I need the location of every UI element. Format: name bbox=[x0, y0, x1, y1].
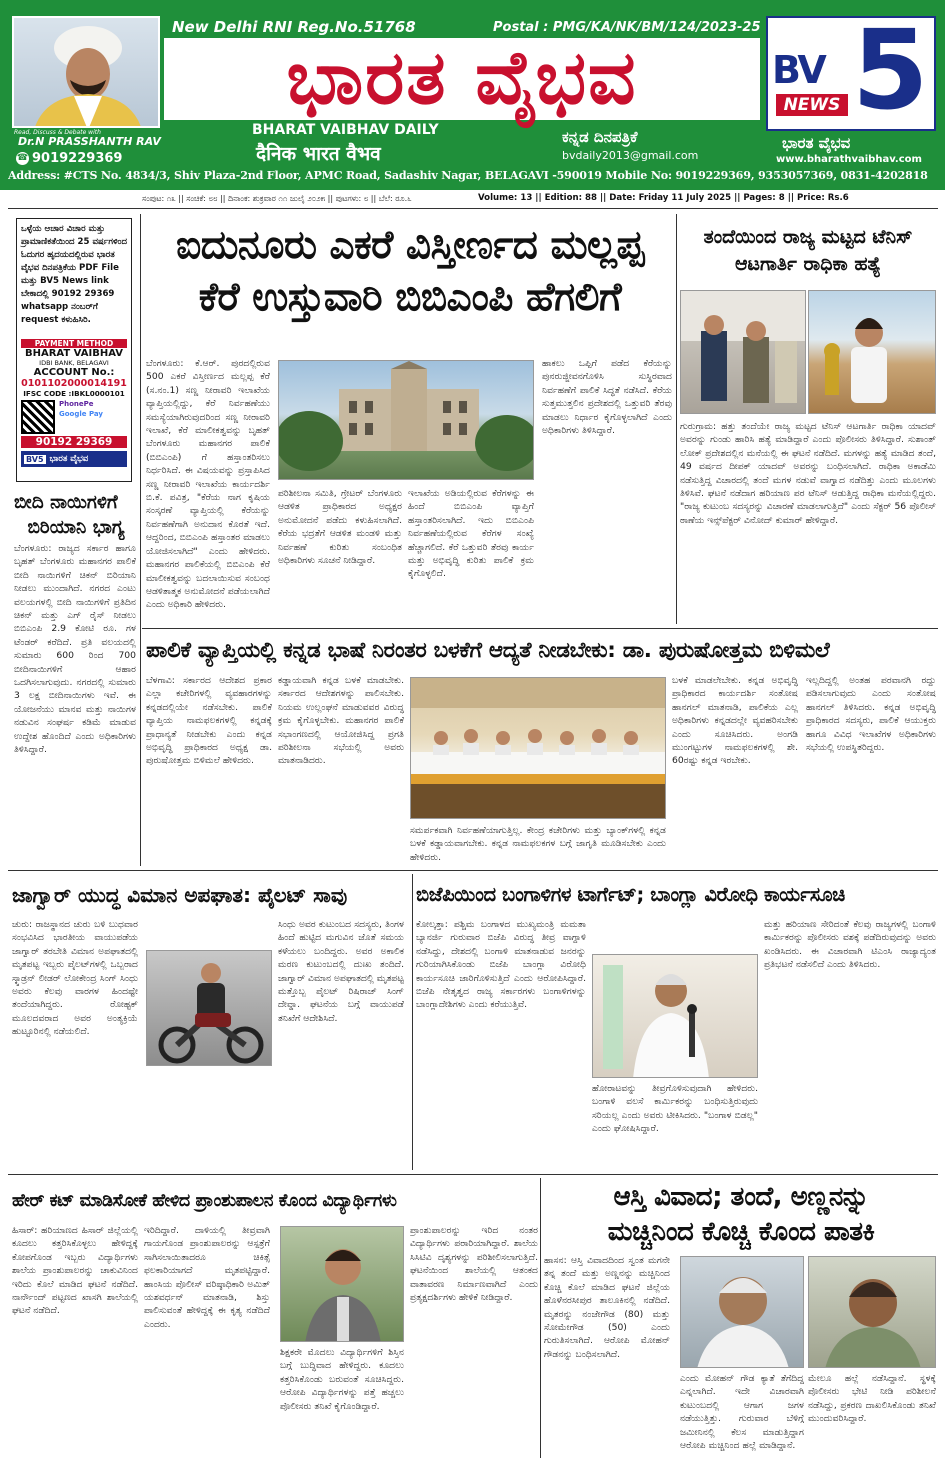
promo-text: ಒಳ್ಳೆಯ ಆಚಾರ ವಿಚಾರ ಮತ್ತು ಪ್ರಾಮಾಣಿಕತೆಯಿಂದ 25 ವರ್ಷಗಳಿಂದ ಓದುಗರ ಹೃದಯದಲ್ಲಿರುವ ಭಾರತ ವೈಭವ ದಿನಪತ್ರಿಕೆಯ PDF File ಮತ್ತು BV5 News link ಬೇಕಾದಲ್ಲಿ 90192 29369 whatsapp ನಂಬರ್‌ಗೆ request ಕಳುಹಿಸಿರಿ. bbox=[21, 224, 128, 325]
ifsc-code: IFSC CODE :IBKL0000101 bbox=[23, 389, 125, 398]
pilot-photo bbox=[146, 950, 272, 1066]
website-address: www.bharathvaibhav.com bbox=[776, 154, 922, 165]
sidebar-promo bbox=[16, 218, 132, 482]
bjp-body-col3: ಮತ್ತು ಹರಿಯಾಣ ಸೇರಿದಂತೆ ಕೆಲವು ರಾಜ್ಯಗಳಲ್ಲಿ ಬಂಗಾಳಿ ಕಾರ್ಮಿಕರನ್ನು ಪೊಲೀಸರು ವಶಕ್ಕೆ ಪಡೆದಿರುವುದನ್ನು ಅವರು ಖಂಡಿಸಿದರು. ಈ ವಿಚಾರವಾಗಿ ಟಿಎಂಸಿ ರಾಜ್ಯಾದ್ಯಂತ ಪ್ರತಿಭಟನೆ ನಡೆಸಲಿದೆ ಎಂದು ತಿಳಿಸಿದರು. bbox=[764, 919, 936, 971]
editor-name: Dr.N PRASSHANTH RAV bbox=[18, 135, 161, 148]
phonepe-icon: PhonePe bbox=[59, 400, 94, 408]
kannada-headline: ಪಾಲಿಕೆ ವ್ಯಾಪ್ತಿಯಲ್ಲಿ ಕನ್ನಡ ಭಾಷೆ ನಿರಂತರ ಬಳಕೆಗೆ ಆದ್ಯತೆ ನೀಡಬೇಕು: ಡಾ. ಪುರುಷೋತ್ತಮ ಬಿಳಿಮಲೆ bbox=[146, 638, 830, 663]
divider bbox=[142, 628, 938, 629]
date-line-english: Volume: 13 || Edition: 88 || Date: Friday 11 July 2025 || Pages: 8 || Price: Rs.6 bbox=[478, 193, 849, 203]
editor-phone: ☎ 9019229369 bbox=[16, 150, 123, 166]
bv5-kannada-label: ಭಾರತ ವೈಭವ bbox=[782, 134, 851, 152]
bv5-logo-number: 5 bbox=[852, 16, 929, 131]
kannada-daily-label: ಕನ್ನಡ ದಿನಪತ್ರಿಕೆ bbox=[562, 128, 638, 146]
gpay-icon: Google Pay bbox=[59, 410, 103, 418]
haircut-body-col2: ಇರಿದಿದ್ದಾರೆ. ದಾಳಿಯಲ್ಲಿ ತೀವ್ರವಾಗಿ ಗಾಯಗೊಂಡ ಪ್ರಾಂಶುಪಾಲರನ್ನು ಆಸ್ಪತ್ರೆಗೆ ಸಾಗಿಸಲಾಯಿತಾದರೂ ಚಿಕಿತ್ಸೆ ಫಲಕಾರಿಯಾಗದೆ ಮೃತಪಟ್ಟಿದ್ದಾರೆ. ಹಾಂಸಿಯ ಪೊಲೀಸ್ ವರಿಷ್ಠಾಧಿಕಾರಿ ಅಮಿತ್ ಯಶವರ್ಧನ್ ಮಾತನಾಡಿ, ಶಿಸ್ತು ಪಾಲಿಸುವಂತೆ ಹೇಳಿದ್ದಕ್ಕೆ ಈ ಕೃತ್ಯ ನಡೆದಿದೆ ಎಂದರು. bbox=[144, 1225, 270, 1330]
dogs-headline: ಬೀದಿ ನಾಯಿಗಳಿಗೆ ಬಿರಿಯಾನಿ ಭಾಗ್ಯ bbox=[14, 492, 125, 538]
lake-body-col4: ಹಾಕಲು ಒಪ್ಪಿಗೆ ಪಡೆದ ಕೆರೆಯನ್ನು ಪುನರುಜ್ಜೀವನಗೊಳಿಸಿ ಸುಸ್ಥಿರವಾದ ನಿರ್ವಹಣೆಗೆ ಪಾಲಿಕೆ ಸಿದ್ಧತೆ ನಡೆಸಿದೆ. ಕೆರೆಯ ಸುತ್ತಮುತ್ತಲಿನ ಪ್ರದೇಶದಲ್ಲಿ ಒತ್ತುವರಿ ತೆರವು ಮಾಡಲು ನಿರ್ಧಾರ ಕೈಗೊಳ್ಳಲಾಗಿದೆ ಎಂದು ಅಧಿಕಾರಿಗಳು ತಿಳಿಸಿದ್ದಾರೆ. bbox=[542, 358, 672, 437]
haircut-body-col3: ಶಿಕ್ಷಕರೇ ಮೊದಲು ವಿದ್ಯಾರ್ಥಿಗಳಿಗೆ ಶಿಸ್ತಿನ ಬಗ್ಗೆ ಬುದ್ಧಿವಾದ ಹೇಳಿದ್ದರು. ಕೂದಲು ಕತ್ತರಿಸಿಕೊಂಡು ಬರುವಂತೆ ಸೂಚಿಸಿದ್ದರು. ಆರೋಪಿ ವಿದ್ಯಾರ್ಥಿಗಳನ್ನು ಪತ್ತೆ ಹಚ್ಚಲು ಪೊಲೀಸರು ತನಿಖೆ ಕೈಗೊಂಡಿದ್ದಾರೆ. bbox=[280, 1347, 404, 1412]
haircut-body-col1: ಹಿಸಾರ್: ಹರಿಯಾಣದ ಹಿಸಾರ್ ಜಿಲ್ಲೆಯಲ್ಲಿ ಕೂದಲು ಕತ್ತರಿಸಿಕೊಳ್ಳಲು ಹೇಳಿದ್ದಕ್ಕೆ ಕೋಪಗೊಂಡ ಇಬ್ಬರು ವಿದ್ಯಾರ್ಥಿಗಳು ಶಾಲೆಯ ಪ್ರಾಂಶುಪಾಲರನ್ನು ಚಾಕುವಿನಿಂದ ಇರಿದು ಕೊಲೆ ಮಾಡಿದ ಘಟನೆ ನಡೆದಿದೆ. ನಾರ್ನೌಂದ್ ಪಟ್ಟಣದ ಖಾಸಗಿ ಶಾಲೆಯಲ್ಲಿ ಘಟನೆ ನಡೆದಿದೆ. bbox=[12, 1225, 138, 1317]
lake-headline: ಐದುನೂರು ಎಕರೆ ವಿಸ್ತೀರ್ಣದ ಮಲ್ಲಪ್ಪ ಕೆರೆ ಉಸ್ತುವಾರಿ ಬಿಬಿಎಂಪಿ ಹೆಗಲಿಗೆ bbox=[176, 223, 644, 320]
payment-method-title: PAYMENT METHOD bbox=[21, 339, 127, 348]
divider bbox=[540, 1178, 541, 1458]
divider bbox=[412, 874, 413, 1170]
bjp-body-col2: ಹೋರಾಟವನ್ನು ತೀವ್ರಗೊಳಿಸುವುದಾಗಿ ಹೇಳಿದರು. ಬಂಗಾಳಿ ವಲಸೆ ಕಾರ್ಮಿಕರನ್ನು ಬಂಧಿಸುತ್ತಿರುವುದು ಸರಿಯಲ್ಲ ಎಂದು ಅವರು ಟೀಕಿಸಿದರು. "ಬಂಗಾಳ ಬಿಡಲ್ಲ" ಎಂದು ಘೋಷಿಸಿದ್ದಾರೆ. bbox=[592, 1083, 758, 1135]
bank-name: IDBI BANK, BELAGAVI bbox=[39, 359, 109, 367]
postal-number: Postal : PMG/KA/NK/BM/124/2023-25 bbox=[493, 20, 761, 35]
hindi-title: दैनिक भारत वैभव bbox=[256, 143, 381, 165]
haircut-headline: ಹೇರ್ ಕಟ್ ಮಾಡಿಸೋಕೆ ಹೇಳಿದ ಪ್ರಾಂಶುಪಾಲನ ಕೊಂದ ವಿದ್ಯಾರ್ಥಿಗಳು bbox=[12, 1191, 397, 1211]
tennis-photo-radhika bbox=[808, 290, 936, 414]
jaguar-body-col1: ಚುರು: ರಾಜಸ್ಥಾನದ ಚುರು ಬಳಿ ಬುಧವಾರ ಸಂಭವಿಸಿದ ಭಾರತೀಯ ವಾಯುಪಡೆಯ ಜಾಗ್ವಾರ್ ತರಬೇತಿ ವಿಮಾನ ಅಪಘಾತದಲ್ಲಿ ಮೃತಪಟ್ಟ ಇಬ್ಬರು ಪೈಲಟ್‌ಗಳಲ್ಲಿ ಒಬ್ಬರಾದ ಸ್ಕ್ವಾಡ್ರನ್ ಲೀಡರ್ ಲೋಕೇಂದ್ರ ಸಿಂಗ್ ಸಿಂಧು ಅವರು ಕೆಲವು ವಾರಗಳ ಹಿಂದಷ್ಟೇ ತಂದೆಯಾಗಿದ್ದರು. ರೋಹ್ಟಕ್ ಮೂಲದವರಾದ ಅವರ ಅಂತ್ಯಕ್ರಿಯೆ ಹುಟ್ಟೂರಿನಲ್ಲಿ ನಡೆಯಲಿದೆ. bbox=[12, 919, 138, 1038]
date-line-kannada: ಸಂಪುಟ: ೧೩ || ಸಂಚಿಕೆ: ೮೮ || ದಿನಾಂಕ: ಶುಕ್ರವಾರ ೧೧ ಜುಲೈ ೨೦೨೫ || ಪುಟಗಳು: ೮ || ಬೆಲೆ: ರೂ.೬ bbox=[142, 194, 412, 203]
address-bar: Address: #CTS No. 4834/3, Shiv Plaza-2nd Floor, APMC Road, Sadashiv Nagar, BELAGAVI -590019 Mobile No: 9019229369, 9353057369, 0831-4202818 bbox=[8, 169, 928, 182]
father-photo bbox=[680, 1256, 804, 1368]
bv5-logo-news: NEWS bbox=[776, 94, 848, 116]
kannada-body-col4: ಬಳಕೆ ಮಾಡಲೇಬೇಕು. ಕನ್ನಡ ಅಭಿವೃದ್ಧಿ ಪ್ರಾಧಿಕಾರದ ಕಾರ್ಯದರ್ಶಿ ಸಂತೋಷ ಹಾನಗಲ್ ಮಾತನಾಡಿ, ಪಾಲಿಕೆಯ ಎಲ್ಲ ಅಧಿಕಾರಿಗಳು ಕನ್ನಡದಲ್ಲೇ ವ್ಯವಹರಿಸಬೇಕು ಎಂದು ಸೂಚಿಸಿದರು. ಅಂಗಡಿ ಮುಂಗಟ್ಟುಗಳ ನಾಮಫಲಕಗಳಲ್ಲಿ ಶೇ. 60ರಷ್ಟು ಕನ್ನಡ ಇರಬೇಕು. bbox=[672, 675, 798, 767]
kannada-body-col1: ಬೆಳಗಾವಿ: ಸರ್ಕಾರದ ಆದೇಶದ ಪ್ರಕಾರ ಎಲ್ಲಾ ಕಚೇರಿಗಳಲ್ಲಿ ವ್ಯವಹಾರಗಳನ್ನು ಕನ್ನಡದಲ್ಲಿಯೇ ನಡೆಸಬೇಕು. ಪಾಲಿಕೆ ವ್ಯಾಪ್ತಿಯ ನಾಮಫಲಕಗಳಲ್ಲಿ ಕನ್ನಡಕ್ಕೆ ಪ್ರಾಧಾನ್ಯತೆ ನೀಡಬೇಕು ಎಂದು ಕನ್ನಡ ಅಭಿವೃದ್ಧಿ ಪ್ರಾಧಿಕಾರದ ಅಧ್ಯಕ್ಷ ಡಾ. ಪುರುಷೋತ್ತಮ ಬಿಳಿಮಲೆ ಹೇಳಿದರು. bbox=[146, 675, 272, 767]
meeting-photo bbox=[410, 677, 666, 819]
mamata-photo bbox=[592, 954, 758, 1078]
tennis-body: ಗುರುಗ್ರಾಮ: ಹತ್ತು ತಂದೆಯೇ ರಾಜ್ಯ ಮಟ್ಟದ ಟೆನಿಸ್ ಆಟಗಾರ್ತಿ ರಾಧಿಕಾ ಯಾದವ್ ಅವರನ್ನು ಗುಂಡು ಹಾರಿಸಿ ಹತ್ಯೆ ಮಾಡಿದ್ದಾರೆ ಎಂದು ಪೊಲೀಸರು ತಿಳಿಸಿದ್ದಾರೆ. ಸುಶಾಂತ್ ಲೋಕ್ ಪ್ರದೇಶದಲ್ಲಿನ ಮನೆಯಲ್ಲಿ ಈ ಘಟನೆ ನಡೆದಿದೆ. ಮಗಳನ್ನು ಹತ್ಯೆ ಮಾಡಿದ ತಂದೆ, 49 ವರ್ಷದ ದೀಪಕ್ ಯಾದವ್ ಅವರನ್ನು ಬಂಧಿಸಲಾಗಿದೆ. ರಾಧಿಕಾ ಅಕಾಡೆಮಿ ನಡೆಸುತ್ತಿದ್ದ ವಿಚಾರದಲ್ಲಿ ತಂದೆ ಮಗಳ ನಡುವೆ ವಾಗ್ವಾದ ನಡೆದಿತ್ತು ಎಂದು ಮೂಲಗಳು ತಿಳಿಸಿವೆ. ಘಟನೆ ನಡೆದಾಗ ಹರಿಯಾಣ ಪರ ಟೆನಿಸ್ ಆಡುತ್ತಿದ್ದ ರಾಧಿಕಾ ಮನೆಯಲ್ಲಿದ್ದರು. "ರಾಜ್ಯ ಕುಟುಂಬ ಸದಸ್ಯರನ್ನು ವಿಚಾರಣೆ ಮಾಡಲಾಗುತ್ತಿದೆ" ಎಂದು ಸೆಕ್ಟರ್ 56 ಪೊಲೀಸ್ ಠಾಣೆಯ ಇನ್ಸ್‌ಪೆಕ್ಟರ್ ವಿನೋದ್ ಕುಮಾರ್ ಹೇಳಿದ್ದಾರೆ. bbox=[680, 421, 936, 526]
english-title: BHARAT VAIBHAV DAILY bbox=[252, 122, 439, 138]
kannada-body-col5: ಇಲ್ಲದಿದ್ದಲ್ಲಿ ಅಂತಹ ಪರವಾನಗಿ ರದ್ದು ಪಡಿಸಲಾಗುವುದು ಎಂದು ಸಂತೋಷ ಹಾನಗಲ್ ತಿಳಿಸಿದರು. ಕನ್ನಡ ಅಭಿವೃದ್ಧಿ ಪ್ರಾಧಿಕಾರದ ಸದಸ್ಯರು, ಪಾಲಿಕೆ ಆಯುಕ್ತರು ಹಾಗೂ ವಿವಿಧ ಇಲಾಖೆಗಳ ಅಧಿಕಾರಿಗಳು ಸಭೆಯಲ್ಲಿ ಉಪಸ್ಥಿತರಿದ್ದರು. bbox=[806, 675, 936, 754]
kannada-body-col3: ಸಮರ್ಪಕವಾಗಿ ನಿರ್ವಹಣೆಯಾಗುತ್ತಿಲ್ಲ. ಕೇಂದ್ರ ಕಚೇರಿಗಳು ಮತ್ತು ಬ್ಯಾಂಕ್‌ಗಳಲ್ಲಿ ಕನ್ನಡ ಬಳಕೆ ಕಡ್ಡಾಯವಾಗಬೇಕು. ಕನ್ನಡ ನಾಮಫಲಕಗಳ ಬಗ್ಗೆ ಜಾಗೃತಿ ಮೂಡಿಸಬೇಕು ಎಂದು ಹೇಳಿದರು. bbox=[410, 825, 666, 863]
rni-number: New Delhi RNI Reg.No.51768 bbox=[172, 18, 416, 36]
bjp-body-col1: ಕೋಲ್ಕತ್ತಾ: ಪಶ್ಚಿಮ ಬಂಗಾಳದ ಮುಖ್ಯಮಂತ್ರಿ ಮಮತಾ ಬ್ಯಾನರ್ಜಿ ಗುರುವಾರ ಬಿಜೆಪಿ ವಿರುದ್ಧ ತೀವ್ರ ವಾಗ್ದಾಳಿ ನಡೆಸಿದ್ದು, ದೇಶದಲ್ಲಿ ಬಂಗಾಳಿ ಮಾತನಾಡುವ ಜನರನ್ನು ಗುರಿಯಾಗಿಸಿಕೊಂಡು ಬಿಜೆಪಿ ಬಾಂಗ್ಲಾ ವಿರೋಧಿ ಕಾರ್ಯಸೂಚಿ ಜಾರಿಗೊಳಿಸುತ್ತಿದೆ ಎಂದು ಆರೋಪಿಸಿದ್ದಾರೆ. ಬಿಜೆಪಿ ನೇತೃತ್ವದ ರಾಜ್ಯ ಸರ್ಕಾರಗಳು ಬಂಗಾಳಿಗಳನ್ನು ಬಾಂಗ್ಲಾದೇಶಿಗಳು ಎಂದು ಕರೆಯುತ್ತಿವೆ. bbox=[416, 919, 586, 1011]
haircut-body-col4: ಪ್ರಾಂಶುಪಾಲರನ್ನು ಇರಿದ ನಂತರ ವಿದ್ಯಾರ್ಥಿಗಳು ಪರಾರಿಯಾಗಿದ್ದಾರೆ. ಶಾಲೆಯ ಸಿಸಿಟಿವಿ ದೃಶ್ಯಗಳನ್ನು ಪರಿಶೀಲಿಸಲಾಗುತ್ತಿದೆ. ಘಟನೆಯಿಂದ ಶಾಲೆಯಲ್ಲಿ ಆತಂಕದ ವಾತಾವರಣ ನಿರ್ಮಾಣವಾಗಿದೆ ಎಂದು ಪ್ರತ್ಯಕ್ಷದರ್ಶಿಗಳು ಹೇಳಿಕೆ ನೀಡಿದ್ದಾರೆ. bbox=[410, 1225, 538, 1304]
property-body-col2: ಎಂದು ಮೋಹನ್ ಗೌಡ ಕ್ಯಾತೆ ತೆಗೆದಿದ್ದ ಎನ್ನಲಾಗಿದೆ. ಇದೇ ವಿಚಾರವಾಗಿ ಕುಟುಂಬದಲ್ಲಿ ಆಗಾಗ ಜಗಳ ನಡೆಯುತ್ತಿತ್ತು. ಗುರುವಾರ ಬೆಳಿಗ್ಗೆ ಜಮೀನಿನಲ್ಲಿ ಕೆಲಸ ಮಾಡುತ್ತಿದ್ದಾಗ ಆರೋಪಿ ಮಚ್ಚಿನಿಂದ ಹಲ್ಲೆ ಮಾಡಿದ್ದಾನೆ. bbox=[680, 1373, 804, 1452]
lake-photo bbox=[278, 360, 534, 480]
phone-icon: ☎ bbox=[16, 152, 29, 163]
divider bbox=[8, 870, 938, 871]
divider bbox=[8, 1174, 938, 1175]
bv5-logo bbox=[766, 16, 936, 131]
promo-bv5-bar: BV5 ಭಾರತ ವೈಭವ bbox=[21, 451, 127, 467]
property-headline: ಆಸ್ತಿ ವಿವಾದ; ತಂದೆ, ಅಣ್ಣನನ್ನು ಮಚ್ಚಿನಿಂದ ಕೊಚ್ಚಿ ಕೊಂದ ಪಾತಕಿ bbox=[607, 1182, 875, 1247]
divider bbox=[8, 208, 938, 209]
editor-photo bbox=[12, 16, 160, 128]
jaguar-body-col2: ಸಿಂಧು ಅವರ ಕುಟುಂಬದ ಸದಸ್ಯರು, ತಿಂಗಳ ಹಿಂದೆ ಹುಟ್ಟಿದ ಮಗುವಿನ ಜೊತೆ ಸಮಯ ಕಳೆಯಲು ಬಂದಿದ್ದರು. ಅವರ ಅಕಾಲಿಕ ಮರಣ ಕುಟುಂಬದಲ್ಲಿ ದುಃಖ ತಂದಿದೆ. ಜಾಗ್ವಾರ್ ವಿಮಾನ ಅಪಘಾತದಲ್ಲಿ ಮೃತಪಟ್ಟ ಮತ್ತೊಬ್ಬ ಪೈಲಟ್ ರಿಷಿರಾಜ್ ಸಿಂಗ್ ದೇವ್ಡಾ. ಘಟನೆಯ ಬಗ್ಗೆ ವಾಯುಪಡೆ ತನಿಖೆಗೆ ಆದೇಶಿಸಿದೆ. bbox=[278, 919, 404, 1024]
promo-phone: 90192 29369 bbox=[21, 436, 127, 448]
bv5-logo-letters: BV bbox=[772, 48, 825, 92]
kannada-body-col2: ಕಡ್ಡಾಯವಾಗಿ ಕನ್ನಡ ಬಳಕೆ ಮಾಡಬೇಕು. ಸರ್ಕಾರದ ಆದೇಶಗಳನ್ನು ಪಾಲಿಸಬೇಕು. ನಿಯಮ ಉಲ್ಲಂಘನೆ ಮಾಡುವವರ ವಿರುದ್ಧ ಕ್ರಮ ಕೈಗೊಳ್ಳಬೇಕು. ಮಹಾನಗರ ಪಾಲಿಕೆ ಸಭಾಂಗಣದಲ್ಲಿ ಆಯೋಜಿಸಿದ್ದ ಪ್ರಗತಿ ಪರಿಶೀಲನಾ ಸಭೆಯಲ್ಲಿ ಅವರು ಮಾತನಾಡಿದರು. bbox=[278, 675, 404, 767]
jaguar-headline: ಜಾಗ್ವಾರ್ ಯುದ್ಧ ವಿಮಾನ ಅಪಘಾತ: ಪೈಲಟ್ ಸಾವು bbox=[12, 883, 348, 907]
property-body-col3: ಮೇಲೂ ಹಲ್ಲೆ ನಡೆಸಿದ್ದಾನೆ. ಸ್ಥಳಕ್ಕೆ ಪೊಲೀಸರು ಭೇಟಿ ನೀಡಿ ಪರಿಶೀಲನೆ ನಡೆಸಿದ್ದು, ಪ್ರಕರಣ ದಾಖಲಿಸಿಕೊಂಡು ತನಿಖೆ ಮುಂದುವರಿಸಿದ್ದಾರೆ. bbox=[808, 1373, 936, 1425]
qr-code bbox=[21, 400, 55, 434]
brother-photo bbox=[808, 1256, 936, 1368]
payee-name: BHARAT VAIBHAV bbox=[24, 348, 123, 359]
payment-qr-row bbox=[17, 398, 131, 436]
lake-body-col1: ಬೆಂಗಳೂರು: ಕೆ.ಆರ್. ಪುರದಲ್ಲಿರುವ 500 ಎಕರೆ ವಿಸ್ತೀರ್ಣದ ಮಲ್ಲಪ್ಪ ಕೆರೆ (ಸ.ನಂ.1) ಸಣ್ಣ ನೀರಾವರಿ ಇಲಾಖೆಯ ವ್ಯಾಪ್ತಿಯಲ್ಲಿದ್ದು, ಕೆರೆ ನಿರ್ವಹಣೆಯು ಸಮಸ್ಯೆಯಾಗಿರುವುದರಿಂದ ಸಣ್ಣ ನೀರಾವರಿ ಇಲಾಖೆ, ಕೆರೆ ಮಾಲೀಕತ್ವವನ್ನು ಬೃಹತ್ ಬೆಂಗಳೂರು ಮಹಾನಗರ ಪಾಲಿಕೆ (ಬಿಬಿಎಂಪಿ) ಗೆ ಹಸ್ತಾಂತರಿಸಲು ನಿರ್ಧರಿಸಿದೆ. ಈ ವಿಷಯವನ್ನು ಪ್ರಸ್ತಾಪಿಸಿದ ಸಣ್ಣ ನೀರಾವರಿ ಇಲಾಖೆಯ ಕಾರ್ಯದರ್ಶಿ ಬಿ.ಕೆ. ಪವಿತ್ರ, "ಕೆರೆಯ ನಾಗ ಕೃಷಿಯ ಸಂಸ್ಕರಣೆ ವ್ಯಾಪ್ತಿಯಲ್ಲಿ ಕೆರೆಯನ್ನು ನಿರ್ವಹಣೆಗಾಗಿ ಅನುದಾನ ಕೊರತೆ ಇದೆ. ಆದ್ದರಿಂದ, ಬಿಬಿಎಂಪಿ ಹಸ್ತಾಂತರ ಮಾಡಲು ಯೋಜಿಸಲಾಗಿದೆ" ಎಂದು ಹೇಳಿದರು. ಮಹಾನಗರ ಪಾಲಿಕೆಯಲ್ಲಿ ಬಿಬಿಎಂಪಿ ಕೆರೆ ಮಾಲೀಕತ್ವವನ್ನು ಬದಲಾಯಿಸುವ ಸಂಬಂಧ ಆಡಳಿತಾತ್ಮಕ ಅನುಮೋದನೆ ಪಡೆಯಲಾಗಿದೆ ಎಂದು ಅಧಿಕಾರಿ ಹೇಳಿದರು. bbox=[146, 358, 270, 611]
bjp-headline: ಬಿಜೆಪಿಯಿಂದ ಬಂಗಾಳಿಗಳ ಟಾರ್ಗೆಟ್; ಬಾಂಗ್ಲಾ ವಿರೋಧಿ ಕಾರ್ಯಸೂಚಿ bbox=[416, 883, 845, 906]
email-address: bvdaily2013@gmail.com bbox=[562, 149, 699, 162]
divider bbox=[140, 214, 141, 866]
account-label: ACCOUNT No.: bbox=[33, 367, 115, 378]
dogs-body: ಬೆಂಗಳೂರು: ರಾಜ್ಯದ ಸರ್ಕಾರ ಹಾಗೂ ಬೃಹತ್ ಬೆಂಗಳೂರು ಮಹಾನಗರ ಪಾಲಿಕೆ ಬೀದಿ ನಾಯಿಗಳಿಗೆ ಚಿಕನ್ ಬಿರಿಯಾನಿ ನೀಡಲು ಮುಂದಾಗಿದೆ. ನಗರದ ಎಂಟು ವಲಯಗಳಲ್ಲಿ ಬೀದಿ ನಾಯಿಗಳಿಗೆ ಪ್ರತಿದಿನ ಚಿಕನ್ ಮತ್ತು ಎಗ್ ರೈಸ್ ನೀಡಲು ಬಿಬಿಎಂಪಿ 2.9 ಕೋಟಿ ರೂ. ಗಳ ಟೆಂಡರ್ ಕರೆದಿದೆ. ಪ್ರತಿ ವಲಯದಲ್ಲಿ ಸುಮಾರು 600 ರಿಂದ 700 ಬೀದಿನಾಯಿಗಳಿಗೆ ಆಹಾರ ಒದಗಿಸಲಾಗುವುದು. ನಗರದಲ್ಲಿ ಸುಮಾರು 3 ಲಕ್ಷ ಬೀದಿನಾಯಿಗಳು ಇವೆ. ಈ ಯೋಜನೆಯು ಮಾನವ ಮತ್ತು ನಾಯಿಗಳ ನಡುವಿನ ಸಂಘರ್ಷ ಕಡಿಮೆ ಮಾಡುವ ಉದ್ದೇಶ ಹೊಂದಿದೆ ಎಂದು ಅಧಿಕಾರಿಗಳು ತಿಳಿಸಿದ್ದಾರೆ. bbox=[14, 543, 136, 756]
lake-body-col3: ಇಲಾಖೆಯ ಅಡಿಯಲ್ಲಿರುವ ಕೆರೆಗಳನ್ನು ಈ ಹಿಂದೆ ಬಿಬಿಎಂಪಿ ವ್ಯಾಪ್ತಿಗೆ ಹಸ್ತಾಂತರಿಸಲಾಗಿದೆ. ಇದು ಬಿಬಿಎಂಪಿ ನಿರ್ವಹಣೆಯಲ್ಲಿರುವ ಕೆರೆಗಳ ಸಂಖ್ಯೆ ಹೆಚ್ಚಾಗಲಿದೆ. ಕೆರೆ ಒತ್ತುವರಿ ತೆರವು ಕಾರ್ಯ ಮತ್ತು ಅಭಿವೃದ್ಧಿ ಕುರಿತು ಪಾಲಿಕೆ ಕ್ರಮ ಕೈಗೊಳ್ಳಲಿದೆ. bbox=[408, 488, 534, 580]
principal-photo bbox=[280, 1226, 404, 1342]
account-number: 0101102000014191 bbox=[21, 378, 127, 389]
property-body-col1: ಹಾಸನ: ಆಸ್ತಿ ವಿವಾದದಿಂದ ಸ್ವಂತ ಮಗನೇ ತನ್ನ ತಂದೆ ಮತ್ತು ಅಣ್ಣನನ್ನು ಮಚ್ಚಿನಿಂದ ಕೊಚ್ಚಿ ಕೊಲೆ ಮಾಡಿದ ಘಟನೆ ಜಿಲ್ಲೆಯ ಹೊಳೆನರಸೀಪುರ ತಾಲೂಕಿನಲ್ಲಿ ನಡೆದಿದೆ. ಮೃತರನ್ನು ನಂಜೇಗೌಡ (80) ಮತ್ತು ಸೋಮೇಗೌಡ (50) ಎಂದು ಗುರುತಿಸಲಾಗಿದೆ. ಆರೋಪಿ ಮೋಹನ್ ಗೌಡನನ್ನು ಬಂಧಿಸಲಾಗಿದೆ. bbox=[544, 1255, 670, 1360]
lake-body-col2: ಪರಿಶೀಲನಾ ಸಮಿತಿ, ಗ್ರೇಟರ್ ಬೆಂಗಳೂರು ಆಡಳಿತ ಪ್ರಾಧಿಕಾರದ ಅಧ್ಯಕ್ಷರ ಅನುಮೋದನೆ ಪಡೆದು ಕಳುಹಿಸಲಾಗಿದೆ. ಕೆರೆಯ ಭದ್ರತೆಗೆ ಆಡಳಿತ ಮಂಡಳಿ ಮತ್ತು ನಿರ್ವಹಣೆ ಕುರಿತು ಸಂಬಂಧಿತ ಅಧಿಕಾರಿಗಳು ಸೂಚನೆ ನೀಡಿದ್ದಾರೆ. bbox=[278, 488, 402, 567]
editor-tagline: Read, Discuss & Debate with bbox=[14, 129, 101, 136]
bv5-mini-logo: BV5 bbox=[26, 454, 44, 464]
divider bbox=[676, 214, 677, 624]
newspaper-title: ಭಾರತ ವೈಭವ bbox=[286, 35, 638, 121]
tennis-headline: ತಂದೆಯಿಂದ ರಾಜ್ಯ ಮಟ್ಟದ ಟೆನಿಸ್ ಆಟಗಾರ್ತಿ ರಾಧಿಕಾ ಹತ್ಯೆ bbox=[703, 226, 913, 275]
tennis-photo-police bbox=[680, 290, 806, 414]
